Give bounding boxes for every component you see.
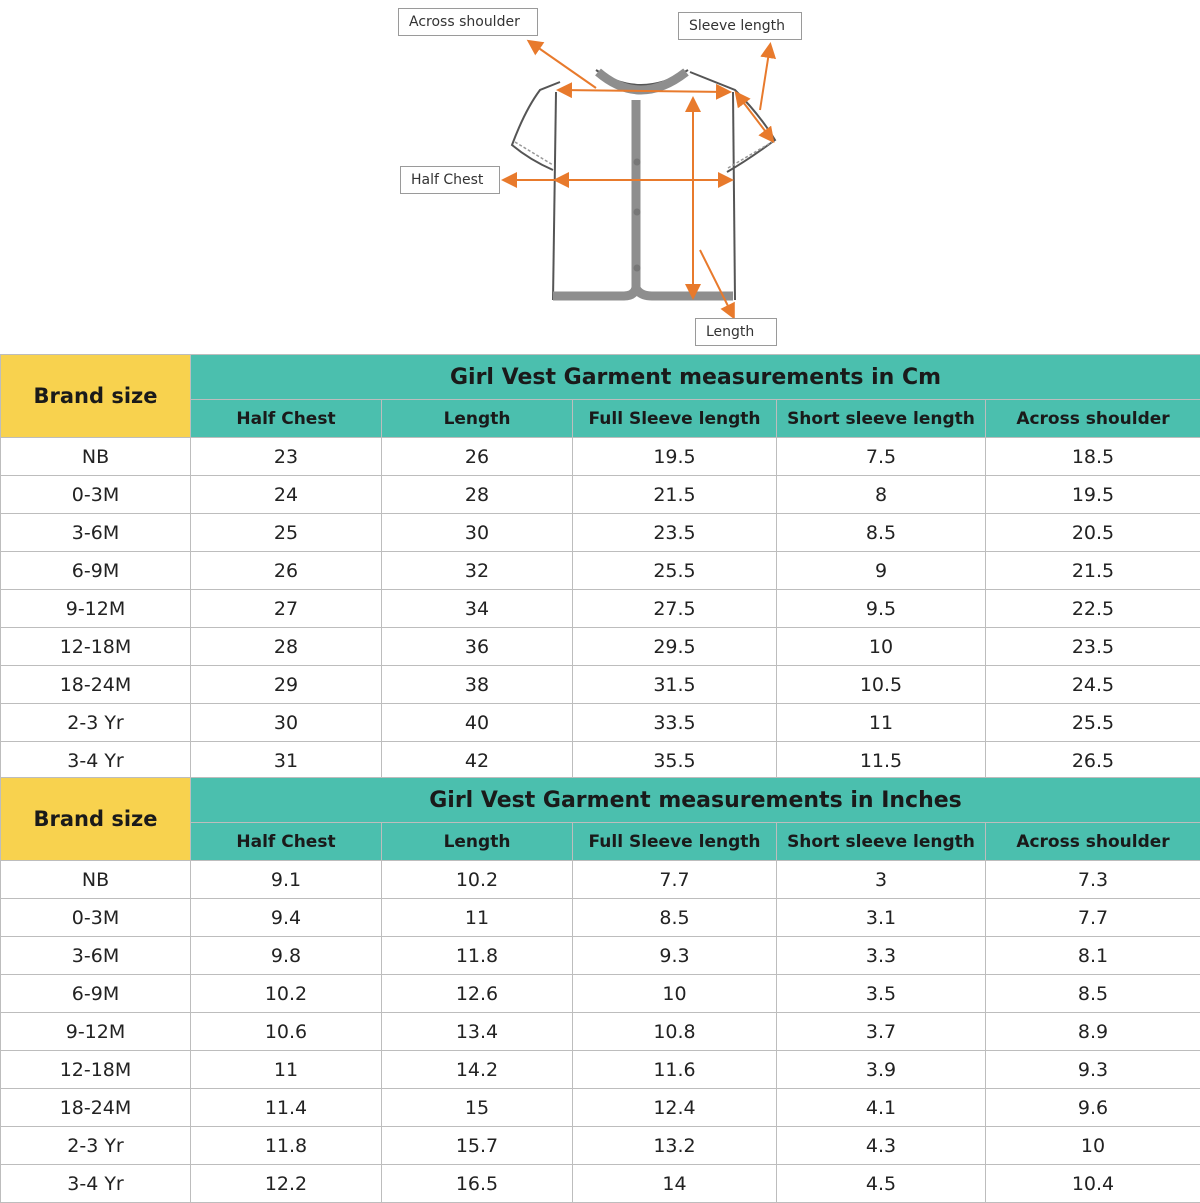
length-label: Length [695, 318, 777, 346]
size-cell: 3-6M [1, 937, 191, 975]
measurement-cell: 10.2 [191, 975, 382, 1013]
measurement-cell: 4.3 [777, 1127, 986, 1165]
table-row [1, 1013, 1200, 1051]
measurement-cell: 35.5 [573, 742, 777, 780]
measurement-cell: 4.1 [777, 1089, 986, 1127]
measurement-cell: 3.9 [777, 1051, 986, 1089]
measurement-cell: 11.8 [382, 937, 573, 975]
table-row [1, 1051, 1200, 1089]
measurement-cell: 30 [382, 514, 573, 552]
measurement-cell: 27 [191, 590, 382, 628]
measurement-cell: 9.3 [986, 1051, 1200, 1089]
measurement-cell: 36 [382, 628, 573, 666]
table-row [1, 1089, 1200, 1127]
measurement-cell: 21.5 [986, 552, 1200, 590]
measurement-cell: 10 [573, 975, 777, 1013]
measurement-cell: 11.4 [191, 1089, 382, 1127]
measurement-cell: 24.5 [986, 666, 1200, 704]
measurement-cell: 9 [777, 552, 986, 590]
measurement-cell: 9.3 [573, 937, 777, 975]
measurement-cell: 3.5 [777, 975, 986, 1013]
table-row [1, 704, 1200, 742]
table-row [1, 552, 1200, 590]
measurement-cell: 9.1 [191, 861, 382, 899]
brand-size-header: Brand size [1, 355, 191, 438]
measurement-cell: 42 [382, 742, 573, 780]
size-cell: 18-24M [1, 666, 191, 704]
table-row [1, 628, 1200, 666]
sleeve-length-label: Sleeve length [678, 12, 802, 40]
measurement-cell: 7.7 [573, 861, 777, 899]
measurement-cell: 21.5 [573, 476, 777, 514]
table-row [1, 937, 1200, 975]
table-row [1, 742, 1200, 780]
measurement-cell: 25.5 [986, 704, 1200, 742]
measurement-cell: 26 [191, 552, 382, 590]
measurement-cell: 8.1 [986, 937, 1200, 975]
measurement-cell: 25 [191, 514, 382, 552]
measurement-cell: 32 [382, 552, 573, 590]
table-row [1, 590, 1200, 628]
measurement-cell: 9.8 [191, 937, 382, 975]
measurement-cell: 14 [573, 1165, 777, 1203]
column-header: Half Chest [191, 400, 382, 438]
size-cell: 12-18M [1, 1051, 191, 1089]
measurement-cell: 15 [382, 1089, 573, 1127]
table-row [1, 861, 1200, 899]
measurement-cell: 23.5 [573, 514, 777, 552]
size-cell: NB [1, 438, 191, 476]
measurement-cell: 12.4 [573, 1089, 777, 1127]
measurement-cell: 15.7 [382, 1127, 573, 1165]
measurement-cell: 38 [382, 666, 573, 704]
table-row [1, 899, 1200, 937]
measurement-cell: 26 [382, 438, 573, 476]
measurement-cell: 31.5 [573, 666, 777, 704]
column-header: Half Chest [191, 823, 382, 861]
measurement-cell: 11.5 [777, 742, 986, 780]
measurement-cell: 40 [382, 704, 573, 742]
measurement-cell: 3.3 [777, 937, 986, 975]
measurement-cell: 19.5 [573, 438, 777, 476]
measurement-cell: 23.5 [986, 628, 1200, 666]
measurement-cell: 12.6 [382, 975, 573, 1013]
measurement-cell: 7.7 [986, 899, 1200, 937]
measurement-cell: 9.5 [777, 590, 986, 628]
measurement-cell: 8.9 [986, 1013, 1200, 1051]
measurement-cell: 9.6 [986, 1089, 1200, 1127]
measurement-cell: 8.5 [986, 975, 1200, 1013]
column-header: Short sleeve length [777, 400, 986, 438]
measurement-cell: 29 [191, 666, 382, 704]
table-row [1, 1165, 1200, 1203]
measurement-cell: 12.2 [191, 1165, 382, 1203]
measurement-cell: 11 [777, 704, 986, 742]
measurement-cell: 11 [382, 899, 573, 937]
measurement-cell: 19.5 [986, 476, 1200, 514]
measurement-cell: 9.4 [191, 899, 382, 937]
table-title: Girl Vest Garment measurements in Cm [191, 355, 1200, 400]
measurement-cell: 27.5 [573, 590, 777, 628]
table-row [1, 975, 1200, 1013]
measurement-cell: 13.4 [382, 1013, 573, 1051]
size-cell: 6-9M [1, 552, 191, 590]
measurement-cell: 28 [191, 628, 382, 666]
measurement-cell: 10 [777, 628, 986, 666]
measurement-cell: 16.5 [382, 1165, 573, 1203]
size-cell: 9-12M [1, 1013, 191, 1051]
measurement-cell: 8 [777, 476, 986, 514]
size-cell: 2-3 Yr [1, 1127, 191, 1165]
measurement-cell: 11.8 [191, 1127, 382, 1165]
table-row [1, 514, 1200, 552]
across-shoulder-label: Across shoulder [398, 8, 538, 36]
size-cell: 3-6M [1, 514, 191, 552]
column-header: Across shoulder [986, 823, 1200, 861]
garment-measurement-diagram [0, 0, 1200, 354]
measurement-cell: 26.5 [986, 742, 1200, 780]
measurement-cell: 10 [986, 1127, 1200, 1165]
measurement-cell: 33.5 [573, 704, 777, 742]
measurement-cell: 10.2 [382, 861, 573, 899]
size-cell: 0-3M [1, 476, 191, 514]
measurement-cell: 18.5 [986, 438, 1200, 476]
measurement-cell: 7.3 [986, 861, 1200, 899]
measurement-cell: 4.5 [777, 1165, 986, 1203]
measurement-cell: 8.5 [777, 514, 986, 552]
measurement-cell: 3.1 [777, 899, 986, 937]
measurement-cell: 24 [191, 476, 382, 514]
column-header: Length [382, 400, 573, 438]
inches-measurement-table [0, 777, 1200, 1203]
measurement-cell: 14.2 [382, 1051, 573, 1089]
table-row [1, 1127, 1200, 1165]
measurement-cell: 10.4 [986, 1165, 1200, 1203]
table-title: Girl Vest Garment measurements in Inches [191, 778, 1200, 823]
measurement-cell: 11 [191, 1051, 382, 1089]
measurement-cell: 29.5 [573, 628, 777, 666]
table-row [1, 666, 1200, 704]
size-cell: 2-3 Yr [1, 704, 191, 742]
measurement-cell: 34 [382, 590, 573, 628]
size-cell: 0-3M [1, 899, 191, 937]
column-header: Short sleeve length [777, 823, 986, 861]
size-cell: 18-24M [1, 1089, 191, 1127]
brand-size-header: Brand size [1, 778, 191, 861]
size-cell: NB [1, 861, 191, 899]
measurement-cell: 10.6 [191, 1013, 382, 1051]
measurement-cell: 3 [777, 861, 986, 899]
table-row [1, 476, 1200, 514]
measurement-cell: 25.5 [573, 552, 777, 590]
size-cell: 3-4 Yr [1, 742, 191, 780]
half-chest-label: Half Chest [400, 166, 500, 194]
measurement-cell: 10.8 [573, 1013, 777, 1051]
measurement-cell: 23 [191, 438, 382, 476]
measurement-cell: 13.2 [573, 1127, 777, 1165]
vest-illustration [0, 0, 1200, 354]
measurement-cell: 8.5 [573, 899, 777, 937]
measurement-cell: 7.5 [777, 438, 986, 476]
measurement-cell: 30 [191, 704, 382, 742]
size-cell: 3-4 Yr [1, 1165, 191, 1203]
column-header: Full Sleeve length [573, 823, 777, 861]
cm-measurement-table [0, 354, 1200, 780]
measurement-cell: 28 [382, 476, 573, 514]
column-header: Full Sleeve length [573, 400, 777, 438]
measurement-cell: 10.5 [777, 666, 986, 704]
measurement-cell: 11.6 [573, 1051, 777, 1089]
table-row [1, 438, 1200, 476]
size-cell: 12-18M [1, 628, 191, 666]
column-header: Across shoulder [986, 400, 1200, 438]
measurement-cell: 20.5 [986, 514, 1200, 552]
size-cell: 9-12M [1, 590, 191, 628]
measurement-cell: 3.7 [777, 1013, 986, 1051]
column-header: Length [382, 823, 573, 861]
measurement-cell: 31 [191, 742, 382, 780]
size-cell: 6-9M [1, 975, 191, 1013]
measurement-cell: 22.5 [986, 590, 1200, 628]
